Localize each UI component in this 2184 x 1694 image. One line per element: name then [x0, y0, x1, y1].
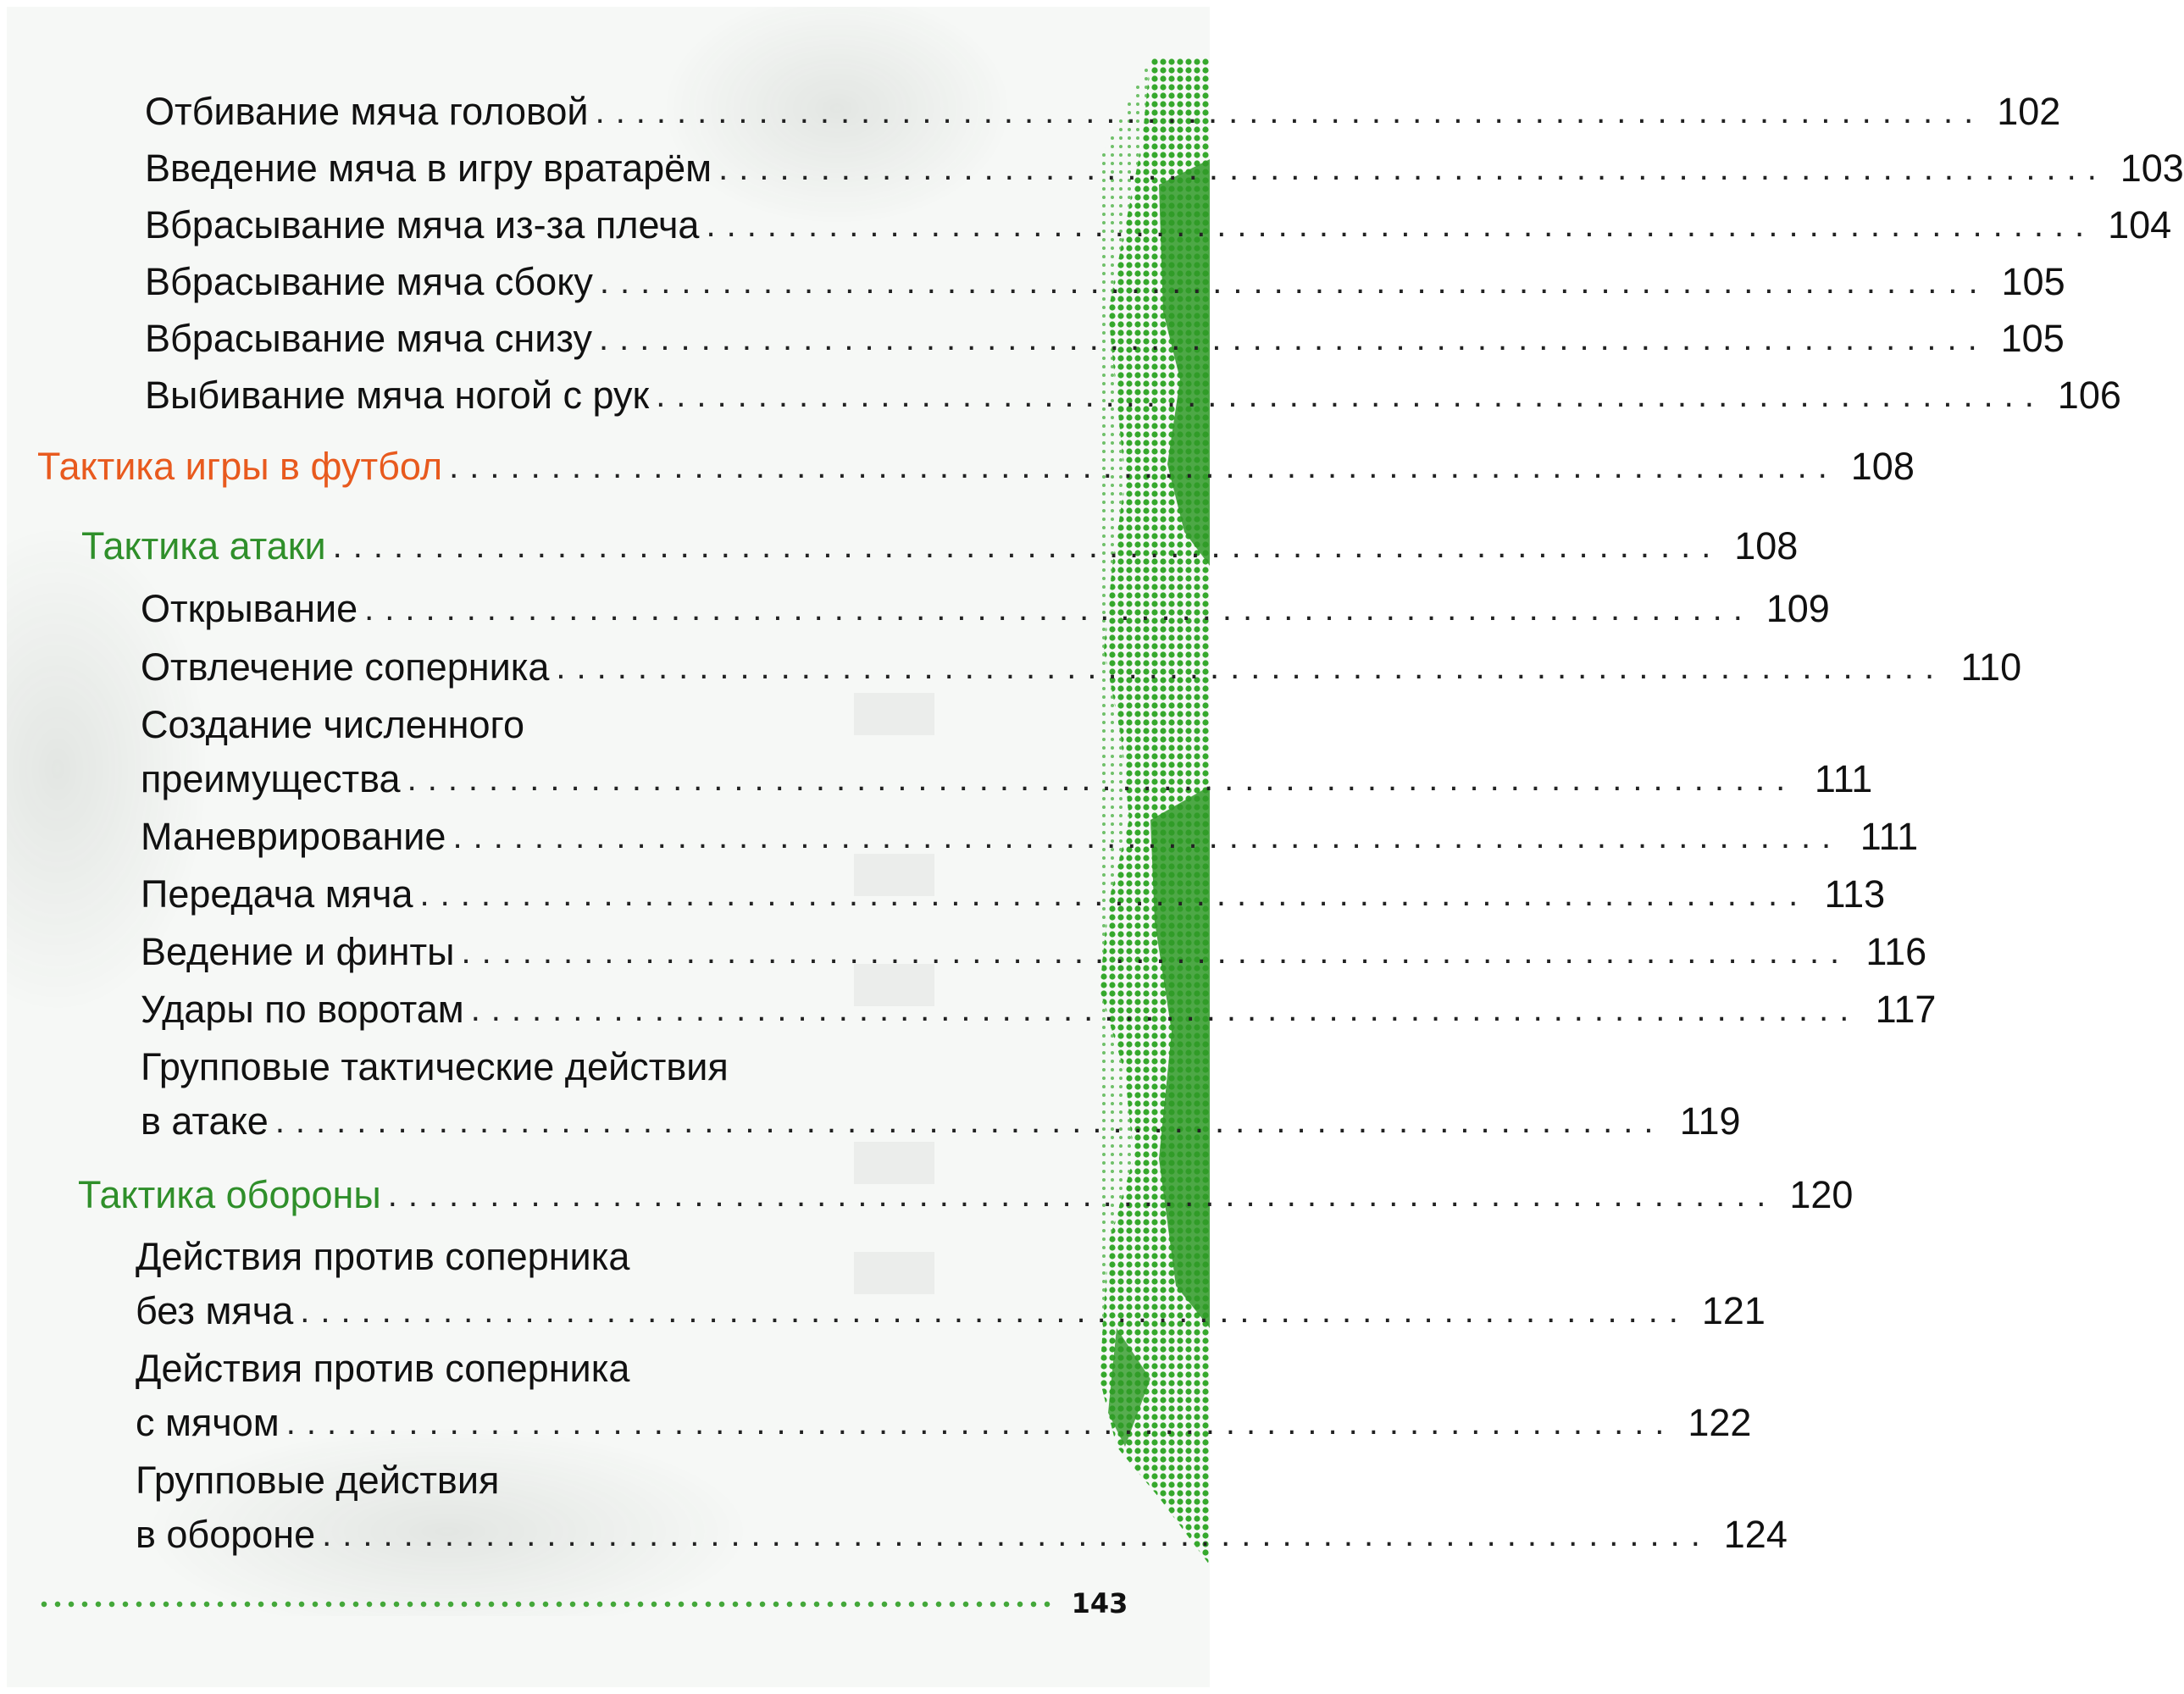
- leader-dots: ....................................................................: [599, 320, 1988, 357]
- toc-page-number: 103: [2120, 147, 2184, 190]
- toc-entry-title: Тактика атаки: [81, 524, 326, 567]
- leader-dots: ....................................................................: [274, 1103, 1665, 1140]
- toc-page-number: 102: [1997, 90, 2061, 133]
- toc-entry[interactable]: [145, 315, 2065, 363]
- toc-entry-title: Ведение и финты: [141, 930, 455, 973]
- toc-entry[interactable]: [136, 1399, 1752, 1447]
- toc-entry-title: Действия против соперника: [136, 1347, 630, 1390]
- toc-page-number: 124: [1723, 1513, 1788, 1556]
- toc-entry-line[interactable]: [141, 701, 1051, 749]
- leader-dots: ....................................................................: [419, 876, 1810, 913]
- toc-page-number: 105: [2000, 317, 2065, 360]
- leader-dots: ....................................................................: [595, 93, 1985, 130]
- toc-entry-title: в атаке: [141, 1099, 269, 1143]
- toc-entry[interactable]: [145, 145, 2184, 192]
- toc-page-number: 110: [1960, 645, 2022, 689]
- leader-dots: ....................................................................: [285, 1404, 1676, 1442]
- toc-entry[interactable]: [145, 372, 2121, 419]
- toc-page-number: 119: [1679, 1099, 1741, 1143]
- toc-entry[interactable]: [145, 258, 2065, 306]
- toc-page-number: 105: [2001, 260, 2065, 303]
- toc-entry-title: Удары по воротам: [141, 988, 464, 1031]
- toc-page-number: 108: [1734, 524, 1799, 567]
- leader-dots: ....................................................................: [364, 590, 1754, 628]
- leader-dots: ....................................................................: [449, 448, 1838, 485]
- toc-entry-title: Групповые тактические действия: [141, 1045, 729, 1088]
- table-of-contents: [7, 7, 2184, 1687]
- toc-entry[interactable]: [141, 1098, 1741, 1145]
- toc-entry-title: Вбрасывание мяча сбоку: [145, 260, 593, 303]
- toc-entry-title: с мячом: [136, 1401, 280, 1444]
- toc-entry-title: Отбивание мяча головой: [145, 90, 589, 133]
- toc-entry[interactable]: [141, 644, 2022, 691]
- leader-dots: ....................................................................: [656, 377, 2045, 414]
- leader-dots: ....................................................................: [332, 528, 1722, 565]
- toc-entry-line[interactable]: [136, 1345, 1051, 1392]
- toc-entry-title: Вбрасывание мяча из-за плеча: [145, 203, 700, 246]
- toc-entry-title: Введение мяча в игру вратарём: [145, 147, 712, 190]
- toc-page-number: 120: [1789, 1173, 1854, 1216]
- leader-dots: ....................................................................: [706, 207, 2096, 244]
- toc-entry-title: Вбрасывание мяча снизу: [145, 317, 593, 360]
- toc-entry-title: Тактика обороны: [78, 1173, 381, 1216]
- leader-dots: ....................................................................: [556, 649, 1946, 686]
- leader-dots: ....................................................................: [387, 1176, 1777, 1214]
- toc-page-number: 106: [2057, 374, 2121, 417]
- toc-entry-title: Действия против соперника: [136, 1235, 630, 1278]
- toc-entry-line[interactable]: [136, 1457, 1051, 1504]
- toc-entry-title: Открывание: [141, 587, 358, 630]
- toc-entry[interactable]: [141, 928, 1927, 976]
- toc-page-number: 111: [1814, 757, 1873, 800]
- toc-subsection-heading[interactable]: [78, 1171, 1854, 1219]
- toc-entry-line[interactable]: [136, 1233, 1051, 1281]
- toc-page-number: 117: [1875, 988, 1937, 1031]
- toc-page-number: 121: [1701, 1289, 1765, 1332]
- toc-subsection-heading[interactable]: [81, 523, 1799, 570]
- footer-dotted-rule: [37, 1601, 1054, 1608]
- toc-page-number: 109: [1765, 587, 1830, 630]
- toc-entry-title: преимущества: [141, 757, 401, 800]
- leader-dots: ....................................................................: [322, 1516, 1711, 1553]
- toc-page-number: 108: [1850, 445, 1915, 488]
- toc-entry[interactable]: [141, 756, 1873, 803]
- toc-entry-title: Групповые действия: [136, 1459, 500, 1502]
- leader-dots: ....................................................................: [461, 933, 1851, 971]
- leader-dots: ....................................................................: [300, 1293, 1689, 1330]
- toc-entry-title: в обороне: [136, 1513, 316, 1556]
- leader-dots: ....................................................................: [470, 991, 1860, 1028]
- toc-entry[interactable]: [136, 1511, 1788, 1558]
- toc-entry-title: Маневрирование: [141, 815, 446, 858]
- toc-section-heading[interactable]: [37, 443, 1915, 490]
- leader-dots: ....................................................................: [407, 761, 1797, 798]
- toc-entry[interactable]: [136, 1287, 1765, 1335]
- toc-entry[interactable]: [145, 202, 2172, 249]
- toc-entry[interactable]: [141, 986, 1937, 1033]
- toc-entry-title: Отвлечение соперника: [141, 645, 550, 689]
- toc-entry-title: Передача мяча: [141, 872, 413, 916]
- toc-page-number: 116: [1865, 930, 1927, 973]
- toc-entry-title: Тактика игры в футбол: [37, 445, 443, 488]
- leader-dots: ....................................................................: [599, 263, 1989, 301]
- page-number: 143: [1071, 1587, 1128, 1619]
- toc-entry[interactable]: [141, 813, 1919, 861]
- toc-entry-line[interactable]: [141, 1044, 1051, 1091]
- toc-page-number: 122: [1688, 1401, 1752, 1444]
- toc-entry[interactable]: [145, 88, 2061, 136]
- toc-entry[interactable]: [141, 871, 1886, 918]
- leader-dots: ....................................................................: [718, 150, 2108, 187]
- leader-dots: ....................................................................: [452, 818, 1843, 855]
- book-page: [7, 7, 2184, 1687]
- toc-page-number: 113: [1824, 872, 1886, 916]
- toc-page-number: 111: [1860, 815, 1919, 858]
- toc-page-number: 104: [2108, 203, 2172, 246]
- toc-entry-title: без мяча: [136, 1289, 294, 1332]
- toc-entry-title: Создание численного: [141, 703, 525, 746]
- toc-entry[interactable]: [141, 585, 1830, 633]
- toc-entry-title: Выбивание мяча ногой с рук: [145, 374, 650, 417]
